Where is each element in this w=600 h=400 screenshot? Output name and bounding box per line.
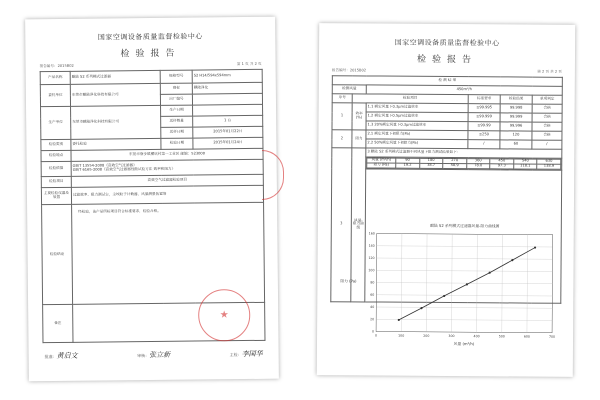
curve-resist-value: 38.7 [419, 163, 443, 168]
table-row-judge: 合格 [532, 131, 562, 140]
cell-value: 东莞市麒陆净化科技有限公司 [70, 83, 160, 106]
cell-label: 检验结论 [42, 204, 73, 304]
cell-value: 东莞市麒陆净化科技有限公司 [71, 105, 161, 139]
curve-resist-value: 78.0 [466, 164, 490, 169]
curve-air-value: 630 [537, 159, 561, 164]
y-tick-label: 60 [370, 292, 375, 297]
curve-resist-label: 阻力 (Pa) [367, 163, 396, 168]
y-tick-label: 0 [372, 329, 375, 334]
basis-line: GB/T 6165-2008《高效空气过滤器性能试验方法 效率和阻力》 [72, 166, 176, 172]
table-row-item: 1.1 额定风量下0.3μm过滤效率 [366, 103, 468, 113]
table-row-req: ≥99.995 [468, 104, 500, 113]
cell-label: 生产日期 [161, 105, 193, 116]
table-row-result: 99.998 [500, 104, 532, 113]
col-header: 序号 [332, 94, 352, 103]
cell-label: 商标 [160, 83, 192, 94]
y-axis-label: 阻力 (Pa) [340, 278, 357, 284]
cell-label: 送样日期 [161, 127, 193, 138]
y-tick-label: 140 [368, 243, 375, 248]
report-meta [40, 62, 262, 69]
group-label: 效率(%) [352, 103, 366, 130]
main-signature: 主检：李国华 [229, 349, 263, 359]
cell-value [192, 93, 262, 105]
resistance-curve-chart [330, 219, 561, 349]
row-number: 3 [331, 148, 352, 302]
x-tick-label: 0 [375, 333, 378, 338]
cell-value: 麒陆 S2 系列模式过滤器 [70, 70, 160, 84]
table-row-item: 1.2 额定风量下0.5μm过滤效率 [366, 112, 468, 122]
cell-label: 检测风量 [332, 85, 366, 94]
report-title: 检验报告 [120, 48, 181, 60]
cell-label: 产品名称 [40, 71, 70, 84]
x-tick-label: 500 [498, 334, 505, 339]
cell-value: 450m³/h [366, 85, 562, 95]
grid-line-y [377, 258, 553, 259]
signature-row [45, 349, 263, 361]
cell-value: S2 H14/594x594mm [192, 69, 262, 83]
x-tick-label: 400 [473, 334, 480, 339]
report-page-2 [317, 23, 575, 377]
table-row-judge: 合格 [532, 122, 562, 131]
curve-description: 3 麒陆 S2 系列模式过滤器不同风量下阻力测试结果如下： [366, 148, 562, 158]
curve-air-label: 风量 (m³/h) [367, 158, 396, 163]
cell-label: 检验依据 [41, 161, 71, 176]
cell-value: 麒陆净化 [192, 82, 262, 94]
cell-label: 检验类别 [41, 139, 71, 150]
curve-resist-value: 19.2 [396, 163, 420, 168]
table-row-item: 2.1 额定风量下初阻力(Pa) [366, 130, 468, 140]
y-tick-label: 20 [370, 317, 375, 322]
data-point [534, 246, 536, 248]
x-tick-label: 700 [548, 334, 556, 339]
table-row-result: 60 [500, 140, 532, 149]
x-tick-label: 300 [448, 334, 455, 339]
basis-line: GB/T 13554-2008《高效空气过滤器》 [72, 163, 137, 168]
table-row-req: / [468, 140, 500, 149]
cell-label: 委托单位 [40, 84, 70, 106]
data-point [466, 283, 468, 285]
page-number: 第 2 页 共 2 页 [537, 69, 562, 74]
stamp-star-icon: ★ [219, 309, 229, 321]
grid-line-y [377, 246, 553, 247]
y-tick-label: 160 [368, 231, 375, 236]
x-axis-label: 风量 (m³/h) [453, 341, 475, 347]
curve-air-value: 90 [396, 158, 420, 163]
curve-table [366, 157, 561, 169]
data-point [398, 319, 400, 321]
red-seal-stamp [198, 289, 251, 342]
y-tick-label: 40 [370, 304, 375, 310]
cell-value: 委托检验 [71, 138, 161, 150]
report-number: 报告编号：2015B02 [39, 63, 74, 69]
grid-line-y [376, 283, 552, 284]
table-row-result: 120 [500, 131, 532, 140]
table-row-item: 1.3 20%额定风量下0.3μm过滤效率 [366, 121, 468, 131]
cell-value [193, 104, 263, 116]
cell-label: 出厂编号 [160, 94, 192, 105]
report-title: 检验报告 [416, 54, 478, 66]
curve-resist-value: 118.1 [514, 164, 538, 169]
table-row-req: ≥99.99 [468, 122, 500, 131]
curve-resist-value: 58.9 [443, 163, 467, 168]
approve-signature: 批准：黄启文 [44, 351, 78, 361]
org-title: 国家空调设备质量监督检验中心 [394, 38, 500, 48]
grid-line-y [376, 295, 552, 296]
cell-label: 检验项目 [41, 176, 71, 187]
table-row-result: 99.999 [500, 113, 532, 122]
row-number: 2 [332, 130, 352, 148]
y-tick-label: 120 [368, 255, 375, 261]
cell-value: 2015年01月24日 [193, 137, 263, 149]
table-row-judge: 合格 [532, 113, 562, 122]
x-tick-label: 200 [423, 333, 430, 338]
data-point [489, 272, 491, 274]
y-tick-label: 80 [370, 280, 375, 285]
curve-air-value: 540 [514, 159, 538, 164]
col-header: 检验项目 [352, 94, 468, 104]
col-header: 标准要求 [468, 95, 500, 104]
data-point [511, 259, 513, 261]
report-meta [332, 68, 562, 75]
curve-air-value: 270 [443, 158, 467, 163]
cell-value: 东莞市寮步镇横坑村第一工业区 邮编：523000 [71, 148, 263, 161]
curve-air-value: 180 [419, 158, 443, 163]
table-row-req: ≥99.999 [468, 113, 500, 122]
cell-label: 检验日期 [161, 138, 193, 149]
chart-title: 麒陆 S2 系列模式过滤器风量-阻力曲线图 [430, 222, 500, 229]
data-point [420, 307, 422, 309]
report-page-1 [25, 17, 279, 382]
table-row-judge: 合格 [532, 104, 562, 113]
report-number: 报告编号：2015B02 [331, 68, 367, 73]
curve-air-value: 360 [466, 159, 490, 164]
cell-value: 1 台 [193, 115, 263, 127]
org-title: 国家空调设备质量监督检验中心 [97, 32, 203, 42]
table-row-req: ≤250 [468, 131, 500, 140]
cell-value: 过滤效率、阻力测试台，尘埃粒子计数器，风量测量装置等 [71, 185, 263, 204]
grid-line-y [376, 307, 552, 308]
table-row-judge: / [532, 140, 562, 149]
cross-page-seal [262, 150, 284, 200]
col-header: 检验结果 [500, 95, 532, 104]
section-title: 检 测 结 果 [332, 76, 562, 87]
curve-resist-value: 138.9 [537, 164, 561, 169]
grid-line-y [377, 270, 553, 271]
cell-value: 2015年01月22日 [193, 126, 263, 138]
x-tick-label: 100 [398, 333, 405, 338]
cell-label: 主要检验仪器及装置 [41, 187, 71, 204]
cell-value: 高效空气过滤器检验项目 [71, 174, 263, 187]
group-label: 风量-阻力曲线 [351, 148, 366, 302]
x-tick-label: 600 [523, 334, 530, 339]
review-signature: 审核：张立新 [137, 350, 171, 360]
cell-label: 规格型号 [160, 70, 192, 83]
table-row-result: 99.996 [500, 122, 532, 131]
page-number: 第 1 页 共 2 页 [236, 61, 262, 67]
table-row-item: 2.2 50%额定风量下初阻力(Pa) [366, 139, 468, 149]
chart-area [330, 219, 561, 349]
cell-label: 检验地点 [41, 150, 71, 161]
row-number: 1 [332, 103, 352, 130]
cell-label: 送样数量 [161, 116, 193, 127]
curve-air-value: 450 [490, 159, 514, 164]
col-header: 单项判定 [532, 95, 562, 104]
cell-label: 生产单位 [41, 106, 71, 139]
y-tick-label: 100 [368, 268, 375, 273]
group-label: 阻力 [352, 130, 366, 148]
data-point [443, 295, 445, 297]
cell-label: 备注 [43, 304, 73, 342]
grid-line-y [376, 319, 552, 320]
curve-resist-value: 97.3 [490, 164, 514, 169]
conclusion-text: 经检验，该产品所检项目符合标准要求，检验合格。 [72, 202, 265, 304]
